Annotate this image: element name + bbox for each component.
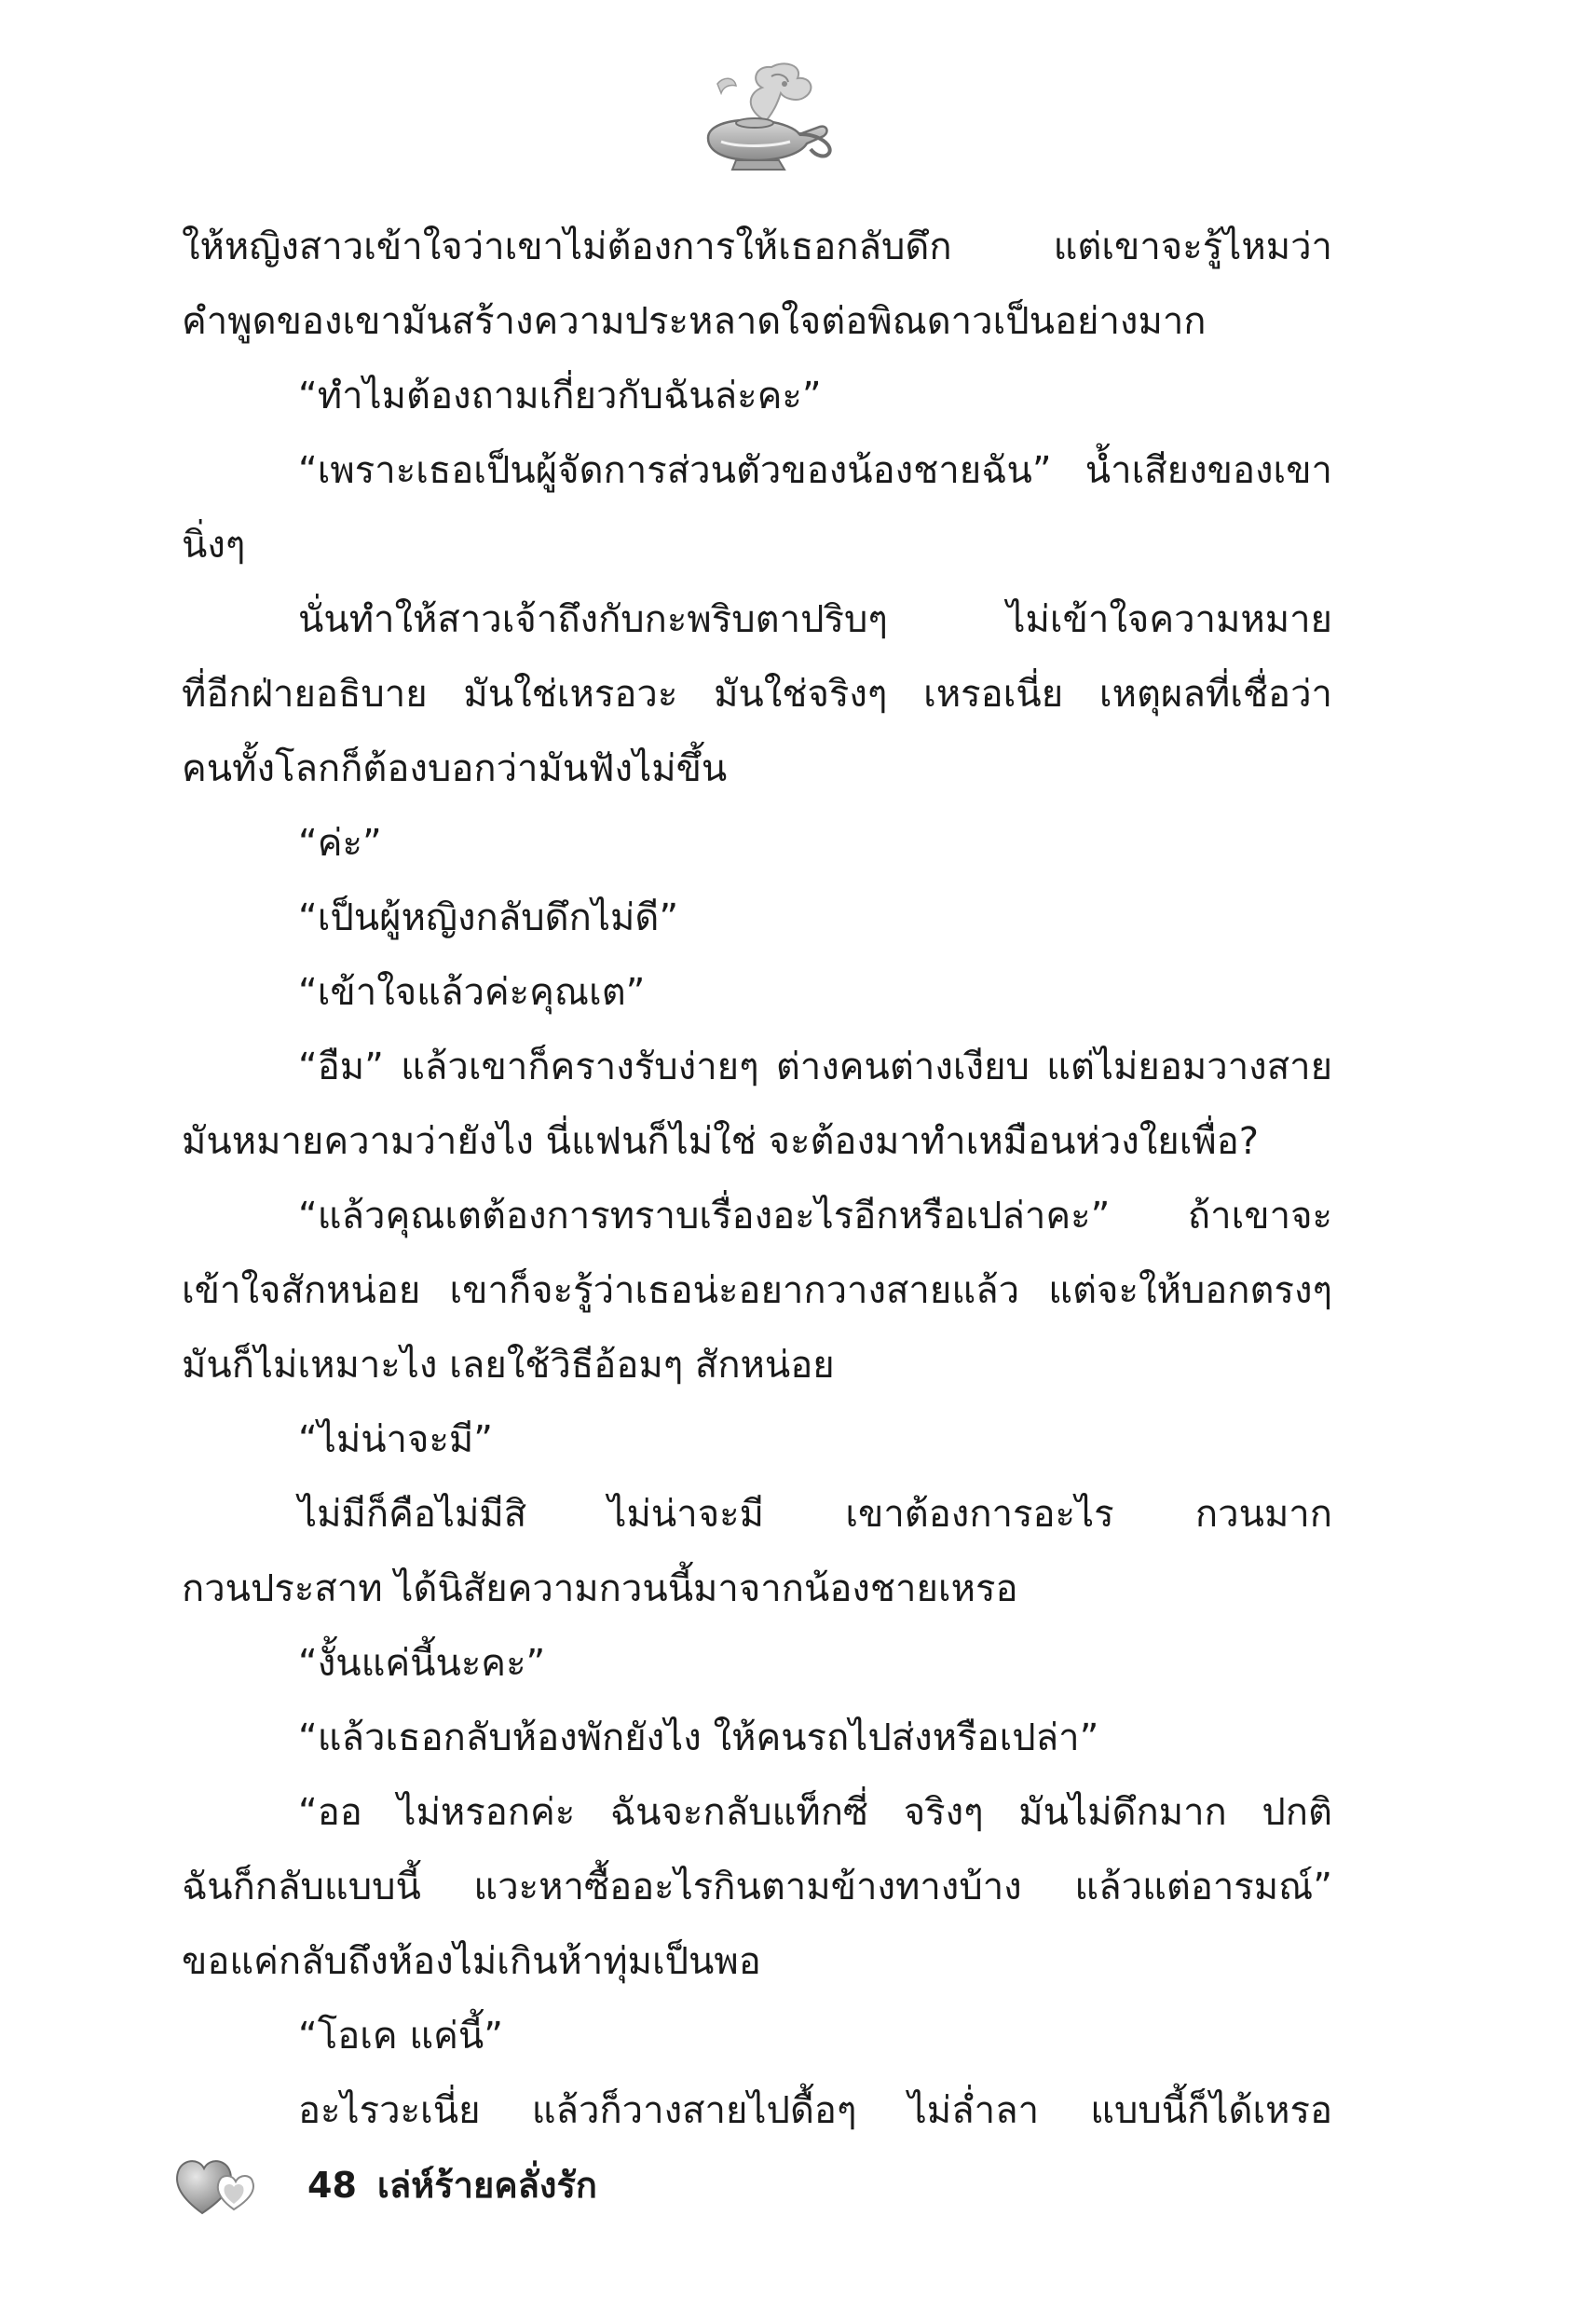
- text-line: “โอเค แค่นี้”: [298, 2015, 503, 2058]
- text-line: “ออ ไม่หรอกค่ะ ฉันจะกลับแท็กซี่ จริงๆ มันไม่ดึกมาก ปกติ: [298, 1791, 1332, 1834]
- body-text: [182, 210, 1332, 2148]
- genie-lamp-icon: [680, 56, 839, 177]
- text-line: “เป็นผู้หญิงกลับดึกไม่ดี”: [298, 896, 679, 939]
- text-line: “เข้าใจแล้วค่ะคุณเต”: [298, 971, 646, 1014]
- text-line: “ทำไมต้องถามเกี่ยวกับฉันล่ะคะ”: [298, 375, 822, 417]
- text-line: กวนประสาท ได้นิสัยความกวนนี้มาจากน้องชายเหรอ: [182, 1567, 1018, 1610]
- text-line: “เพราะเธอเป็นผู้จัดการส่วนตัวของน้องชายฉัน” น้ำเสียงของเขา: [298, 449, 1332, 492]
- text-line: นิ่งๆ: [182, 524, 246, 567]
- text-line: “ไม่น่าจะมี”: [298, 1418, 494, 1461]
- text-line: “งั้นแค่นี้นะคะ”: [298, 1642, 546, 1685]
- text-line: ที่อีกฝ่ายอธิบาย มันใช่เหรอวะ มันใช่จริงๆ เหรอเนี่ย เหตุผลที่เชื่อว่า: [182, 673, 1332, 716]
- text-line: ขอแค่กลับถึงห้องไม่เกินห้าทุ่มเป็นพอ: [182, 1940, 761, 1983]
- text-line: ให้หญิงสาวเข้าใจว่าเขาไม่ต้องการให้เธอกลับดึก แต่เขาจะรู้ไหมว่า: [182, 226, 1332, 268]
- book-title: เล่ห์ร้ายคลั่งรัก: [376, 2165, 597, 2206]
- page-number: 48: [307, 2165, 357, 2206]
- hearts-icon: [172, 2148, 266, 2218]
- text-line: มันก็ไม่เหมาะไง เลยใช้วิธีอ้อมๆ สักหน่อย: [182, 1344, 835, 1387]
- text-line: “แล้วคุณเตต้องการทราบเรื่องอะไรอีกหรือเปล่าคะ” ถ้าเขาจะ: [298, 1195, 1332, 1238]
- footer-text: [307, 2157, 597, 2213]
- text-line: “แล้วเธอกลับห้องพักยังไง ให้คนรถไปส่งหรือเปล่า”: [298, 1716, 1099, 1759]
- text-line: ฉันก็กลับแบบนี้ แวะหาซื้ออะไรกินตามข้างทางบ้าง แล้วแต่อารมณ์”: [182, 1866, 1332, 1908]
- text-line: มันหมายความว่ายังไง นี่แฟนก็ไม่ใช่ จะต้องมาทำเหมือนห่วงใยเพื่อ?: [182, 1120, 1260, 1163]
- text-line: ไม่มีก็คือไม่มีสิ ไม่น่าจะมี เขาต้องการอะไร กวนมาก: [298, 1493, 1332, 1536]
- text-line: นั่นทำให้สาวเจ้าถึงกับกะพริบตาปริบๆ ไม่เข้าใจความหมาย: [298, 598, 1332, 641]
- text-line: คนทั้งโลกก็ต้องบอกว่ามันฟังไม่ขึ้น: [182, 747, 728, 790]
- text-line: คำพูดของเขามันสร้างความประหลาดใจต่อพิณดาวเป็นอย่างมาก: [182, 300, 1207, 343]
- page-footer: [172, 2148, 918, 2232]
- text-line: เข้าใจสักหน่อย เขาก็จะรู้ว่าเธอน่ะอยากวางสายแล้ว แต่จะให้บอกตรงๆ: [182, 1269, 1332, 1312]
- text-line: “อืม” แล้วเขาก็ครางรับง่ายๆ ต่างคนต่างเงียบ แต่ไม่ยอมวางสาย: [298, 1046, 1332, 1088]
- text-line: อะไรวะเนี่ย แล้วก็วางสายไปดื้อๆ ไม่ล่ำลา แบบนี้ก็ได้เหรอ: [298, 2089, 1332, 2132]
- text-line: “ค่ะ”: [298, 822, 382, 865]
